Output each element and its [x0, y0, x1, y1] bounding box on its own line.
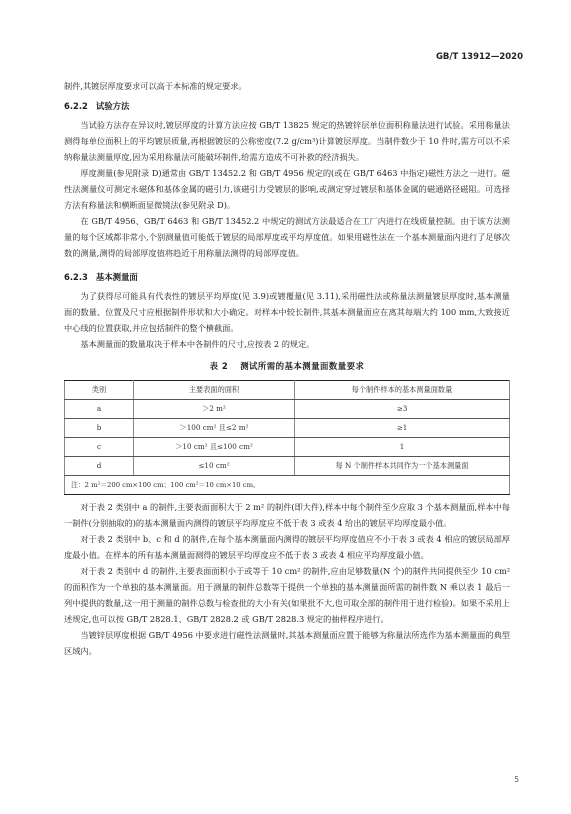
section-title: 试验方法 [95, 101, 130, 111]
table-cell: a [65, 400, 134, 419]
table-row [65, 419, 510, 438]
table-cell: ≤10 cm² [134, 457, 295, 476]
table-caption: 测试所需的基本测量面数量要求 [240, 361, 365, 371]
paragraph: 为了获得尽可能具有代表性的镀层平均厚度(见 3.9)或镀覆量(见 3.11),采用磁性法或称量法测量镀层厚度时,基本测量面的数量、位置及尺寸应根据制件形状和大小确定。对样本中较长制件,其基本测量面应在离其每端大约 100 mm,大致接近中心线的位置获取,并应包括制件的整个横截面。 [64, 291, 510, 333]
section-number: 6.2.2 [64, 101, 88, 111]
paragraph: 对于表 2 类别中 a 的制件,主要表面面积大于 2 m² 的制件(即大件),样本中每个制件至少应取 3 个基本测量面,样本中每一制件(分别抽取的)的基本测量面内测得的镀层平均厚度应不低于表 3 或表 4 给出的镀层平均厚度最小值。 [64, 502, 510, 528]
table-row [65, 438, 510, 457]
section-heading-6-2-2 [64, 98, 510, 114]
table-cell: c [65, 438, 134, 457]
table-cell: b [65, 419, 134, 438]
table-cell: ＞10 cm² 且≤100 cm² [134, 438, 295, 457]
table-cell: 每 N 个制件样本共同作为一个基本测量面 [295, 457, 510, 476]
section-number: 6.2.3 [64, 272, 88, 282]
table-cell: ＞100 cm² 且≤2 m² [134, 419, 295, 438]
table-cell: ＞2 m² [134, 400, 295, 419]
paragraph: 在 GB/T 4956、GB/T 6463 和 GB/T 13452.2 中规定的测试方法最适合在工厂内进行在线质量控制。由于该方法测量的每个区域都非常小,个别测量值可能低于镀层的局部厚度或平均厚度值。如果用磁性法在一个基本测量面内进行了足够次数的测量,测得的局部厚度值将趋近于用称量法测得的局部厚度值。 [64, 216, 510, 258]
paragraph: 当镀锌层厚度根据 GB/T 4956 中要求进行磁性法测量时,其基本测量面应置于能够为称量法所选作为基本测量面的典型区域内。 [64, 630, 510, 656]
paragraph: 当试验方法存在异议时,镀层厚度的计算方法应按 GB/T 13825 规定的热镀锌层单位面积称量法进行试验。采用称量法测得每单位面积上的平均镀层质量,再根据镀层的公称密度(7.2 g/cm³)计算镀层厚度。当制件数少于 10 件时,需方可以不采纳称量法测量厚度,因为采用称量法可能破坏制件,给需方造成不可补救的经济损失。 [64, 120, 510, 162]
requirements-table [64, 380, 510, 495]
table-row [65, 457, 510, 476]
table-header-cell: 每个制件样本的基本测量面数量 [295, 381, 510, 400]
table-row [65, 400, 510, 419]
table-number: 表 2 [209, 361, 229, 371]
intro-paragraph: 制件,其镀层厚度要求可以高于本标准的规定要求。 [64, 81, 247, 91]
table-cell: ≥1 [295, 419, 510, 438]
table-note-row [65, 476, 510, 495]
table-note: 注：2 m²＝200 cm×100 cm；100 cm²＝10 cm×10 cm。 [65, 476, 510, 495]
section-heading-6-2-3 [64, 269, 510, 285]
paragraph: 厚度测量(参见附录 D)通常由 GB/T 13452.2 和 GB/T 4956 规定的(或在 GB/T 6463 中指定)磁性方法之一进行。磁性法测量仪可测定永磁体和基体金属的磁引力,该磁引力受镀层的影响,或测定穿过镀层和基体金属的磁通路径磁阻。可选择方法有称量法和横断面显微镜法(参见附录 D)。 [64, 168, 510, 210]
paragraph: 对于表 2 类别中 b、c 和 d 的制件,在每个基本测量面内测得的镀层平均厚度值应不小于表 3 或表 4 相应的镀层局部厚度最小值。在样本的所有基本测量面测得的镀层平均厚度应不低于表 3 或表 4 相应平均厚度最小值。 [64, 534, 510, 560]
standard-code: GB/T 13912—2020 [435, 52, 523, 62]
body-text [64, 78, 510, 659]
paragraph: 对于表 2 类别中 d 的制件,主要表面面积小于或等于 10 cm² 的制件,应由足够数量(N 个)的制件共同提供至少 10 cm² 的面积作为一个单独的基本测量面。用于测量的制件总数等于提供一个单独的基本测量面所需的制件数 N 乘以表 1 最后一列中提供的数量,这一用于测量的制件总数与检查批的大小有关(如果批不大,也可取全部的制件用于进行检验)。如果不采用上述规定,也可以按 GB/T 2828.1、GB/T 2828.2 或 GB/T 2828.3 规定的抽样程序进行。 [64, 566, 510, 624]
table-cell: ≥3 [295, 400, 510, 419]
table-cell: d [65, 457, 134, 476]
page-number: 5 [514, 775, 519, 784]
table-header-cell: 类别 [65, 381, 134, 400]
table-title [64, 358, 510, 374]
table-header-row [65, 381, 510, 400]
section-title: 基本测量面 [95, 272, 138, 282]
paragraph: 基本测量面的数量取决于样本中各制件的尺寸,应按表 2 的规定。 [80, 339, 315, 349]
table-cell: 1 [295, 438, 510, 457]
table-header-cell: 主要表面的面积 [134, 381, 295, 400]
